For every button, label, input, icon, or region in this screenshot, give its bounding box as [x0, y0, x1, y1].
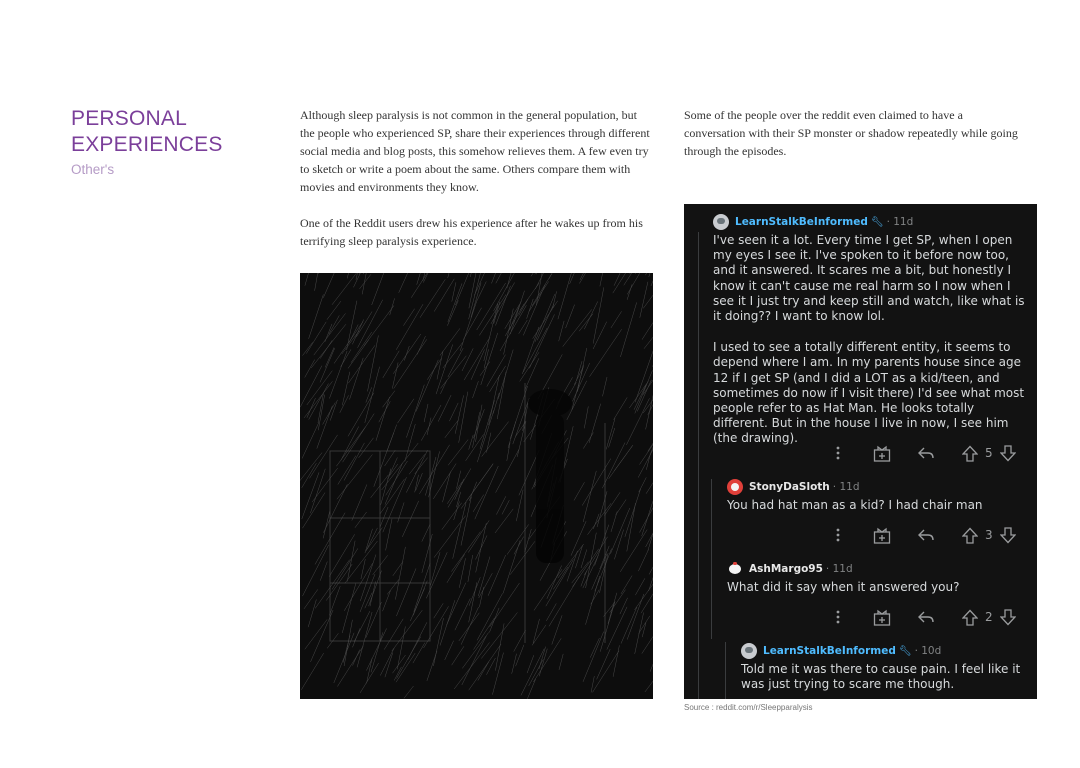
column-1	[300, 106, 652, 250]
more-options-icon[interactable]	[828, 526, 848, 544]
avatar[interactable]	[727, 561, 743, 577]
downvote-icon[interactable]	[998, 608, 1018, 626]
comment-text: You had hat man as a kid? I had chair man	[727, 498, 983, 512]
heading-title-line2: EXPERIENCES	[71, 133, 223, 156]
comment-actions	[828, 526, 1018, 544]
username[interactable]: LearnStalkBeInformed	[763, 645, 896, 657]
heading-title-line1: PERSONAL	[71, 107, 187, 130]
wrench-icon: 🔧︎	[870, 216, 884, 228]
vote-count: 5	[985, 446, 993, 460]
comment	[741, 643, 1031, 692]
username[interactable]: LearnStalkBeInformed	[735, 216, 868, 228]
comment-age: · 10d	[914, 645, 942, 657]
reply-icon[interactable]	[916, 608, 936, 626]
thread-line[interactable]	[698, 232, 699, 699]
more-options-icon[interactable]	[828, 444, 848, 462]
intro-paragraph: Although sleep paralysis is not common in the general population, but the people who experienced SP, share their experiences through different social media and blog posts, this somehow relieves them. A few even try to sketch or write a poem about the same. Others compare them with movies and environments they know.	[300, 108, 650, 194]
sleep-paralysis-drawing	[300, 273, 653, 699]
avatar[interactable]	[727, 479, 743, 495]
vote-count: 2	[985, 610, 993, 624]
thread-line[interactable]	[711, 479, 712, 639]
comment-age: · 11d	[832, 481, 860, 493]
drawing-intro-paragraph: One of the Reddit users drew his experience after he wakes up from his terrifying sleep paralysis experience.	[300, 216, 643, 248]
comment-actions	[828, 444, 1018, 462]
wrench-icon: 🔧︎	[898, 645, 912, 657]
comment	[727, 479, 1027, 513]
username[interactable]: StonyDaSloth	[749, 481, 830, 493]
source-caption: Source : reddit.com/r/Sleepparalysis	[684, 703, 813, 712]
username[interactable]: AshMargo95	[749, 563, 823, 575]
upvote-icon[interactable]	[960, 444, 980, 462]
thread-line[interactable]	[725, 642, 726, 699]
downvote-icon[interactable]	[998, 444, 1018, 462]
award-icon[interactable]	[872, 526, 892, 544]
section-heading	[71, 106, 271, 177]
drawing-canvas	[300, 273, 653, 699]
comment-text: I used to see a totally different entity, it seems to depend where I am. In my parents house since age 12 if I get SP (and I did a LOT as a kid/teen, and sometimes do now if I visit there) I'd see what most people refer to as Hat Man. He looks totally different. But in the house I live in now, I see him (the drawing).	[713, 340, 1025, 446]
award-icon[interactable]	[872, 444, 892, 462]
downvote-icon[interactable]	[998, 526, 1018, 544]
reply-icon[interactable]	[916, 526, 936, 544]
reddit-thread-screenshot	[684, 204, 1037, 699]
comment-age: · 11d	[825, 563, 853, 575]
vote-count: 3	[985, 528, 993, 542]
comment-text: I've seen it a lot. Every time I get SP, when I open my eyes I see it. I've spoken to it before now too, and it answered. It scares me a bit, but honestly I know it can't cause me real harm so I now when I see it I just try and keep still and watch, like what is it doing?? I want to know lol.	[713, 233, 1025, 324]
comment	[727, 561, 1027, 595]
reply-icon[interactable]	[916, 444, 936, 462]
upvote-icon[interactable]	[960, 608, 980, 626]
avatar[interactable]	[741, 643, 757, 659]
comment-age: · 11d	[886, 216, 914, 228]
comment-text: Told me it was there to cause pain. I feel like it was just trying to scare me though.	[741, 662, 1021, 692]
avatar[interactable]	[713, 214, 729, 230]
column-2	[684, 106, 1024, 160]
reddit-intro-paragraph: Some of the people over the reddit even claimed to have a conversation with their SP monster or shadow repeatedly while going through the episodes.	[684, 108, 1018, 158]
comment-actions	[828, 608, 1018, 626]
heading-subtitle: Other's	[71, 162, 115, 177]
award-icon[interactable]	[872, 608, 892, 626]
comment	[713, 214, 1031, 447]
upvote-icon[interactable]	[960, 526, 980, 544]
comment-text: What did it say when it answered you?	[727, 580, 960, 594]
more-options-icon[interactable]	[828, 608, 848, 626]
